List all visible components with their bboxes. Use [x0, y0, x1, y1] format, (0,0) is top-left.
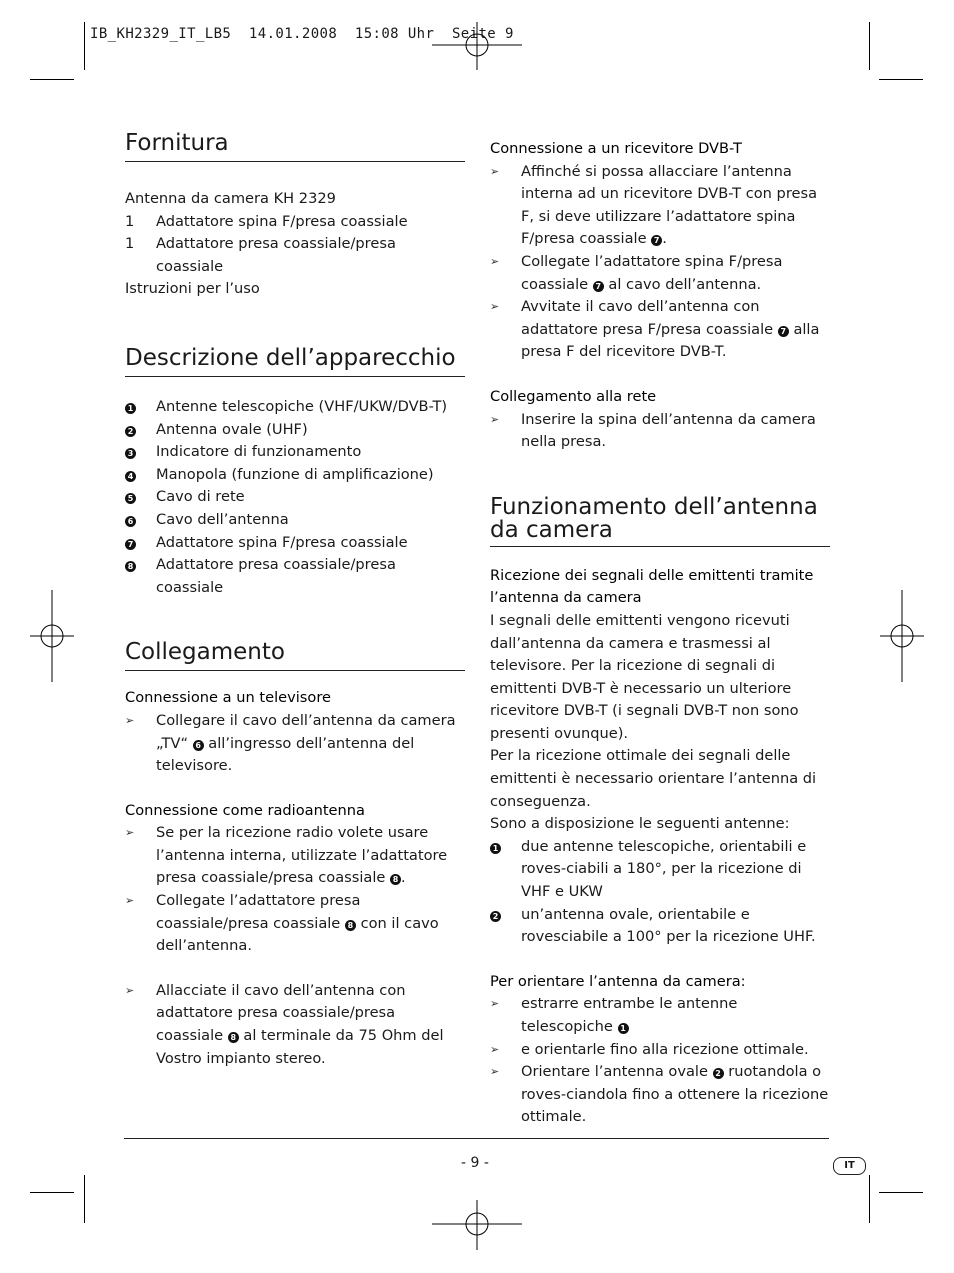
circled-number-icon: 1	[125, 403, 136, 414]
list-item: 2 Antenna ovale (UHF)	[125, 419, 465, 442]
arrow-bullet-icon: ➢	[490, 254, 500, 268]
list-item: 8 Adattatore presa coassiale/presa coassiale	[125, 554, 465, 599]
circled-number-icon: 6	[193, 740, 204, 751]
arrow-bullet-icon: ➢	[125, 713, 135, 727]
list-item: Istruzioni per l’uso	[125, 280, 260, 298]
circled-number-icon: 7	[593, 281, 604, 292]
list-item: 2 un’antenna ovale, orientabile e rovesciabile a 100° per la ricezione UHF.	[490, 904, 830, 949]
subheading-radioantenna: Connessione come radioantenna	[125, 801, 365, 819]
list-item: ➢ Collegate l’adattatore spina F/presa coassiale 7 al cavo dell’antenna.	[490, 252, 783, 293]
left-column	[125, 130, 465, 1070]
paragraph: Per la ricezione ottimale dei segnali delle emittenti è necessario orientare l’antenna di conseguenza.	[490, 747, 817, 810]
subheading-ricezione: Ricezione dei segnali delle emittenti tramite l’antenna da camera	[490, 566, 814, 607]
list-item: Antenna da camera KH 2329	[125, 190, 336, 207]
circled-number-icon: 3	[125, 448, 136, 459]
heading-funzionamento: Funzionamento dell’antenna da camera	[490, 496, 830, 547]
list-item: ➢ Affinché si possa allacciare l’antenna interna ad un ricevitore DVB-T con presa F, si deve utilizzare l’adattatore spina F/presa coassiale 7 .	[490, 162, 818, 248]
list-item: 1 Adattatore spina F/presa coassiale	[125, 212, 408, 230]
list-item: ➢ Allacciate il cavo dell’antenna con adattatore presa coassiale/presa coassiale 8 al terminale da 75 Ohm del Vostro impianto stereo.	[125, 981, 444, 1067]
arrow-bullet-icon: ➢	[490, 164, 500, 178]
arrow-bullet-icon: ➢	[490, 997, 500, 1011]
arrow-bullet-icon: ➢	[490, 412, 500, 426]
circled-number-icon: 7	[651, 235, 662, 246]
list-item: 3 Indicatore di funzionamento	[125, 441, 465, 464]
circled-number-icon: 8	[390, 874, 401, 885]
paragraph: Sono a disposizione le seguenti antenne:	[490, 815, 790, 833]
subheading-rete: Collegamento alla rete	[490, 387, 657, 405]
circled-number-icon: 8	[125, 561, 136, 572]
subheading-dvbt: Connessione a un ricevitore DVB-T	[490, 140, 742, 157]
circled-number-icon: 4	[125, 471, 136, 482]
circled-number-icon: 7	[125, 539, 136, 550]
list-item: 6 Cavo dell’antenna	[125, 509, 465, 532]
paragraph: I segnali delle emittenti vengono ricevuti dall’antenna da camera e trasmessi al televisore. Per la ricezione di segnali di emittenti DVB-T è necessario un ulteriore ricevitore DVB-T (i segnali DVB-T non sono presenti ovunque).	[490, 611, 799, 742]
circled-number-icon: 1	[490, 843, 501, 854]
print-slug: IB_KH2329_IT_LB5 14.01.2008 15:08 Uhr Seite 9	[90, 26, 514, 42]
arrow-bullet-icon: ➢	[490, 300, 500, 314]
list-item: 5 Cavo di rete	[125, 486, 465, 509]
heading-collegamento: Collegamento	[125, 639, 465, 671]
list-item: ➢ Orientare l’antenna ovale 2 ruotandola o roves-ciandola fino a ottenere la ricezione ottimale.	[490, 1063, 829, 1126]
arrow-bullet-icon: ➢	[125, 894, 135, 908]
list-item: 1 Adattatore presa coassiale/presa coassiale	[125, 235, 396, 275]
circled-number-icon: 2	[490, 911, 501, 922]
circled-number-icon: 8	[228, 1032, 239, 1043]
right-column	[490, 138, 830, 1129]
circled-number-icon: 2	[125, 426, 136, 437]
heading-descrizione: Descrizione dell’apparecchio	[125, 345, 465, 377]
circled-number-icon: 8	[345, 920, 356, 931]
language-badge: IT	[833, 1157, 866, 1175]
list-item: ➢ e orientarle fino alla ricezione ottimale.	[490, 1039, 830, 1062]
list-item: ➢ Inserire la spina dell’antenna da camera nella presa.	[490, 410, 816, 451]
list-item: 4 Manopola (funzione di amplificazione)	[125, 464, 465, 487]
arrow-bullet-icon: ➢	[490, 1042, 500, 1056]
fornitura-list	[125, 188, 465, 301]
arrow-bullet-icon: ➢	[125, 826, 135, 840]
subheading-televisore: Connessione a un televisore	[125, 689, 331, 707]
list-item: ➢ Collegate l’adattatore presa coassiale/presa coassiale 8 con il cavo dell’antenna.	[125, 892, 439, 955]
list-item: ➢ Avvitate il cavo dell’antenna con adattatore presa F/presa coassiale 7 alla presa F del ricevitore DVB-T.	[490, 298, 820, 361]
parts-list	[125, 396, 465, 599]
list-item: 7 Adattatore spina F/presa coassiale	[125, 532, 465, 555]
subheading-orientare: Per orientare l’antenna da camera:	[490, 972, 746, 990]
circled-number-icon: 7	[778, 326, 789, 337]
page-number: - 9 -	[461, 1155, 489, 1171]
circled-number-icon: 6	[125, 516, 136, 527]
arrow-bullet-icon: ➢	[490, 1065, 500, 1079]
heading-fornitura: Fornitura	[125, 130, 465, 162]
list-item: ➢ Collegare il cavo dell’antenna da camera „TV“ 6 all’ingresso dell’antenna del televisore.	[125, 711, 456, 775]
arrow-bullet-icon: ➢	[125, 983, 135, 997]
circled-number-icon: 5	[125, 493, 136, 504]
circled-number-icon: 1	[618, 1023, 629, 1034]
circled-number-icon: 2	[713, 1068, 724, 1079]
list-item: ➢ estrarre entrambe le antenne telescopiche 1	[490, 995, 738, 1035]
list-item: 1 due antenne telescopiche, orientabili e roves-ciabili a 180°, per la ricezione di VHF e UKW	[490, 836, 830, 904]
footer-divider	[124, 1138, 829, 1139]
list-item: ➢ Se per la ricezione radio volete usare l’antenna interna, utilizzate l’adattatore presa coassiale/presa coassiale 8 .	[125, 824, 448, 887]
list-item: 1 Antenne telescopiche (VHF/UKW/DVB-T)	[125, 396, 465, 419]
